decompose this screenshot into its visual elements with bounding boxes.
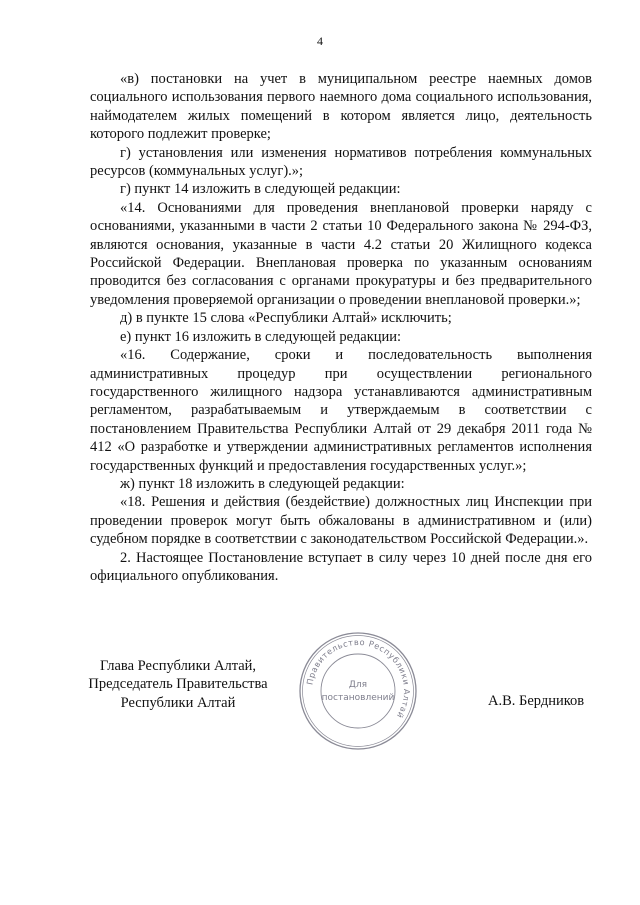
seal-ring-text: Правительство Республики Алтай xyxy=(304,636,413,721)
svg-text:Правительство Республики Алтай xyxy=(304,637,412,720)
paragraph: е) пункт 16 изложить в следующей редакции: xyxy=(120,328,402,345)
signature-title xyxy=(78,657,278,712)
seal-graphic xyxy=(297,630,419,752)
paragraph: ж) пункт 18 изложить в следующей редакции: xyxy=(120,475,405,492)
signatory-name: А.В. Бердников xyxy=(488,693,585,709)
paragraph: «16. Содержание, сроки и последовательность выполнения административных процедур при осуществлении регионального государственного жилищного надзора устанавливаются административным регламентом, разрабатываемым и утверждаемым в соответствии с постановлением Правительства Республики Алтай от 29 декабря 2011 года № 412 «О разработке и утверждении административных регламентов исполнения государственных функций и предоставления государственных услуг.»; xyxy=(90,347,592,474)
paragraph: г) пункт 14 изложить в следующей редакции: xyxy=(120,181,401,198)
page-number: 4 xyxy=(317,34,323,48)
seal-center-text: Для xyxy=(348,680,368,690)
paragraph: 2. Настоящее Постановление вступает в силу через 10 дней после дня его официального опубликования. xyxy=(90,549,592,584)
paragraph: г) установления или изменения нормативов потребления коммунальных ресурсов (коммунальных услуг).»; xyxy=(90,144,592,180)
signature-title-line: Глава Республики Алтай, xyxy=(99,658,257,674)
paragraph: д) в пункте 15 слова «Республики Алтай» исключить; xyxy=(120,310,452,327)
official-seal xyxy=(297,630,419,752)
seal-center-text: постановлений xyxy=(321,693,395,703)
signature-title-line: Председатель Правительства xyxy=(88,676,268,693)
paragraph: «в) постановки на учет в муниципальном реестре наемных домов социального использования первого наемного дома социального использования, наймодателем жилых помещений в котором является лицо, деятельность которого подлежит проверке; xyxy=(90,71,592,143)
paragraph: «14. Основаниями для проведения внеплановой проверки наряду с основаниями, указанными в части 2 статьи 10 Федерального закона № 294-ФЗ, являются основания, указанные в части 4.2 статьи 20 Жилищного кодекса Российской Федерации. Внеплановая проверка по указанным основаниям проводится без согласования с органами прокуратуры и без предварительного уведомления проверяемой организации о проведении внеплановой проверки.»; xyxy=(90,199,592,308)
paragraph: «18. Решения и действия (бездействие) должностных лиц Инспекции при проведении проверок могут быть обжалованы в административном и (или) судебном порядке в соответствии с законодательством Российской Федерации.». xyxy=(90,494,592,548)
document-body xyxy=(90,70,592,585)
signature-title-line: Республики Алтай xyxy=(120,694,236,711)
